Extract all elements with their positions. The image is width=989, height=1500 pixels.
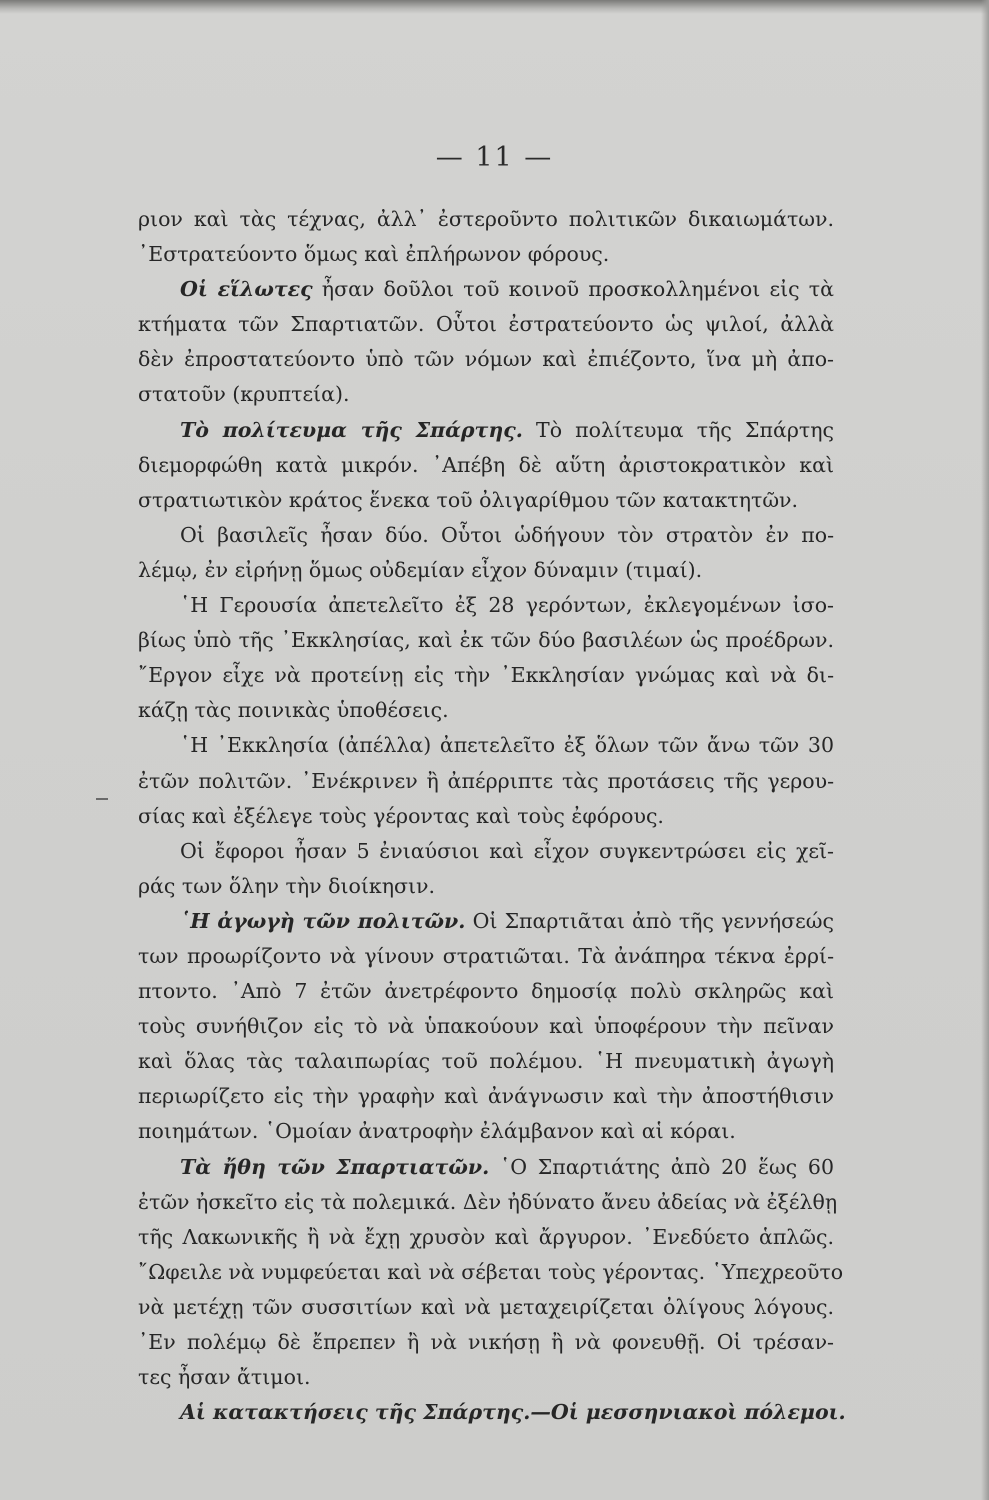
text-line xyxy=(138,1220,834,1255)
page-number: — 11 — xyxy=(435,142,554,173)
line-text: ῎Ωφειλε νὰ νυμφεύεται καὶ νὰ σέβεται τοὺς γέροντας. ῾Υπεχρεοῦτο xyxy=(138,1259,844,1284)
line-text: Οἱ Σπαρτιᾶται ἀπὸ τῆς γεννήσεώς xyxy=(465,908,834,933)
line-text: ῾Η Γερουσία ἀπετελεῖτο ἐξ 28 γερόντων, ἐκλεγομένων ἰσο- xyxy=(180,593,834,618)
text-line xyxy=(138,1079,834,1114)
section-heading: Οἱ εἵλωτες xyxy=(180,277,313,302)
line-text: σίας καὶ ἐξέλεγε τοὺς γέροντας καὶ τοὺς ἐφόρους. xyxy=(138,803,664,828)
page-top-edge xyxy=(0,0,989,14)
section-heading: Αἱ κατακτήσεις τῆς Σπάρτης.—Οἱ μεσσηνιακοὶ πόλεμοι. xyxy=(180,1400,846,1425)
text-line xyxy=(138,1360,834,1395)
text-line xyxy=(138,307,834,342)
line-text: τοὺς συνήθιζον εἰς τὸ νὰ ὑπακούουν καὶ ὑποφέρουν τὴν πεῖναν xyxy=(138,1014,834,1039)
text-line xyxy=(138,764,834,799)
text-line xyxy=(138,448,834,483)
line-text: κτήματα τῶν Σπαρτιατῶν. Οὗτοι ἐστρατεύοντο ὡς ψιλοί, ἀλλὰ xyxy=(138,312,834,337)
text-line xyxy=(138,1185,838,1220)
text-line xyxy=(138,588,834,623)
text-line xyxy=(138,1114,834,1149)
text-line xyxy=(138,939,834,974)
text-line xyxy=(138,1290,834,1325)
text-line xyxy=(138,377,834,412)
text-line xyxy=(138,974,834,1009)
page-right-edge xyxy=(981,0,989,1500)
line-text: Τὸ πολίτευμα τῆς Σπάρτης xyxy=(522,417,834,442)
line-text: ῾Η ᾽Εκκλησία (ἀπέλλα) ἀπετελεῖτο ἐξ ὅλων τῶν ἄνω τῶν 30 xyxy=(180,733,834,758)
line-text: δὲν ἐπροστατεύοντο ὑπὸ τῶν νόμων καὶ ἐπιέζοντο, ἵνα μὴ ἀπο- xyxy=(138,347,834,372)
line-text: κάζῃ τὰς ποινικὰς ὑποθέσεις. xyxy=(138,698,449,723)
line-text: στρατιωτικὸν κράτος ἕνεκα τοῦ ὀλιγαρίθμου τῶν κατακτητῶν. xyxy=(138,487,799,512)
line-text: καὶ ὅλας τὰς ταλαιπωρίας τοῦ πολέμου. ῾Η πνευματικὴ ἀγωγὴ xyxy=(138,1049,834,1074)
line-text: πτοντο. ᾽Απὸ 7 ἐτῶν ἀνετρέφοντο δημοσίᾳ πολὺ σκληρῶς καὶ xyxy=(138,979,834,1004)
line-text: περιωρίζετο εἰς τὴν γραφὴν καὶ ἀνάγνωσιν καὶ τὴν ἀποστήθισιν xyxy=(138,1084,834,1109)
line-text: βίως ὑπὸ τῆς ᾽Εκκλησίας, καὶ ἐκ τῶν δύο βασιλέων ὡς προέδρων. xyxy=(138,628,834,653)
text-line xyxy=(138,1009,834,1044)
text-line xyxy=(138,1044,834,1079)
text-line xyxy=(138,202,834,237)
line-text: ράς των ὅλην τὴν διοίκησιν. xyxy=(138,873,435,898)
line-text: τες ἦσαν ἄτιμοι. xyxy=(138,1365,311,1390)
line-text: ἐτῶν πολιτῶν. ᾽Ενέκρινεν ἢ ἀπέρριπτε τὰς προτάσεις τῆς γερου- xyxy=(138,768,834,793)
line-text: ποιημάτων. ῾Ομοίαν ἀνατροφὴν ἐλάμβανον καὶ αἱ κόραι. xyxy=(138,1119,736,1144)
text-line xyxy=(138,728,834,763)
text-line xyxy=(138,799,834,834)
line-text: των προωρίζοντο νὰ γίνουν στρατιῶται. Τὰ ἀνάπηρα τέκνα ἐρρί- xyxy=(138,943,834,968)
margin-mark xyxy=(96,798,108,800)
text-line xyxy=(138,693,834,728)
line-text: ἦσαν δοῦλοι τοῦ κοινοῦ προσκολλημένοι εἰς τὰ xyxy=(312,277,834,302)
line-text: Οἱ ἔφοροι ἦσαν 5 ἐνιαύσιοι καὶ εἶχον συγκεντρώσει εἰς χεῖ- xyxy=(180,838,834,863)
text-line xyxy=(138,904,834,939)
text-line xyxy=(138,272,834,307)
line-text: ῾Ο Σπαρτιάτης ἀπὸ 20 ἕως 60 xyxy=(489,1154,835,1179)
line-text: νὰ μετέχῃ τῶν συσσιτίων καὶ νὰ μεταχειρίζεται ὀλίγους λόγους. xyxy=(138,1294,834,1319)
text-line xyxy=(138,869,834,904)
section-heading: Τὸ πολίτευμα τῆς Σπάρτης. xyxy=(180,417,523,442)
text-line xyxy=(138,658,834,693)
line-text: ἐτῶν ἠσκεῖτο εἰς τὰ πολεμικά. Δὲν ἠδύνατο ἄνευ ἀδείας νὰ ἐξέλθῃ xyxy=(138,1189,838,1214)
text-line xyxy=(138,483,834,518)
body-text xyxy=(138,202,846,1430)
line-text: ᾽Εστρατεύοντο ὅμως καὶ ἐπλήρωνον φόρους. xyxy=(138,242,610,267)
text-line xyxy=(138,413,834,448)
section-heading: ῾Η ἀγωγὴ τῶν πολιτῶν. xyxy=(180,908,466,933)
text-line xyxy=(138,237,834,272)
text-line xyxy=(138,1395,846,1430)
text-line xyxy=(138,623,834,658)
line-text: στατοῦν (κρυπτεία). xyxy=(138,382,350,407)
line-text: ᾽Εν πολέμῳ δὲ ἔπρεπεν ἢ νὰ νικήσῃ ἢ νὰ φονευθῇ. Οἱ τρέσαν- xyxy=(138,1330,834,1354)
text-line xyxy=(138,518,834,553)
line-text: ριον καὶ τὰς τέχνας, ἀλλ᾽ ἐστεροῦντο πολιτικῶν δικαιωμάτων. xyxy=(138,207,834,231)
section-heading: Τὰ ἤθη τῶν Σπαρτιατῶν. xyxy=(180,1154,490,1179)
line-text: ῎Εργον εἶχε νὰ προτείνῃ εἰς τὴν ᾽Εκκλησίαν γνώμας καὶ νὰ δι- xyxy=(138,663,834,688)
line-text: τῆς Λακωνικῆς ἢ νὰ ἔχῃ χρυσὸν καὶ ἄργυρον. ᾽Ενεδύετο ἁπλῶς. xyxy=(138,1224,834,1249)
line-text: λέμῳ, ἐν εἰρήνῃ ὅμως οὐδεμίαν εἶχον δύναμιν (τιμαί). xyxy=(138,557,703,582)
line-text: διεμορφώθη κατὰ μικρόν. ᾽Απέβη δὲ αὕτη ἀριστοκρατικὸν καὶ xyxy=(138,452,834,477)
text-line xyxy=(138,1255,844,1290)
text-line xyxy=(138,1325,834,1360)
text-line xyxy=(138,553,834,588)
text-line xyxy=(138,342,834,377)
text-line xyxy=(138,834,834,869)
text-line xyxy=(138,1150,834,1185)
line-text: Οἱ βασιλεῖς ἦσαν δύο. Οὗτοι ὡδήγουν τὸν στρατὸν ἐν πο- xyxy=(180,522,834,547)
